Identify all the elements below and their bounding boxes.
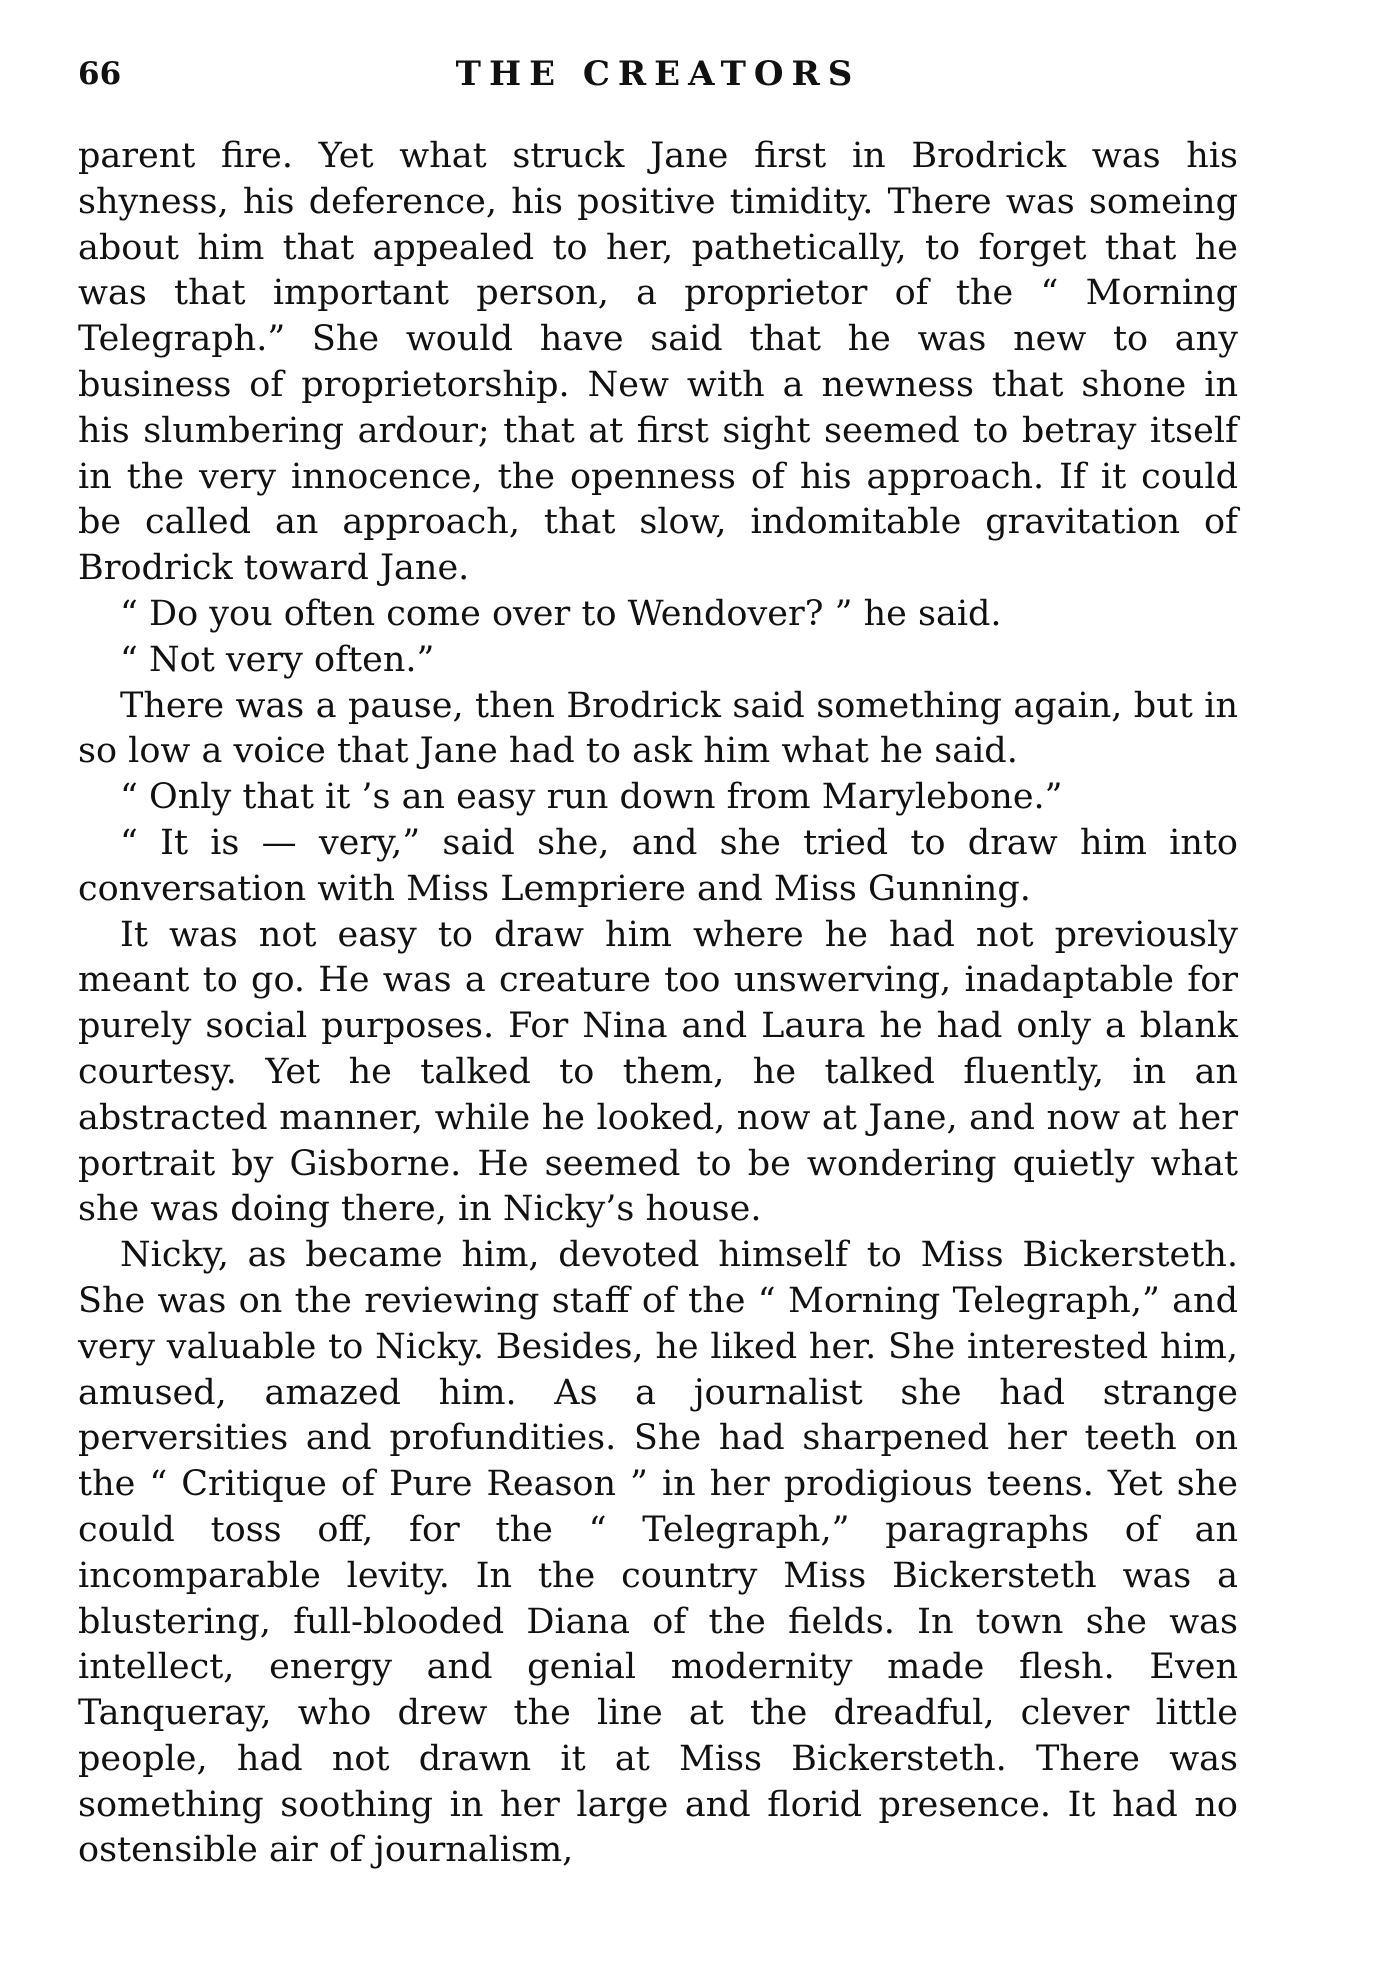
body-text bbox=[78, 134, 1238, 1874]
paragraph-not-easy: It was not easy to draw him where he had not previously meant to go. He was a creature too unswerving, inadaptable for purely social purposes. For Nina and Laura he had only a blank courtesy. Yet he talked to them, he talked fluently, in an abstracted manner, while he looked, now at Jane, and now at her portrait by Gisborne. He seemed to be wondering quietly what she was doing there, in Nicky’s house. bbox=[78, 914, 1238, 1230]
paragraph-dialogue-answer: “ Not very often.” bbox=[120, 639, 435, 680]
page-header bbox=[78, 44, 1238, 104]
paragraph-nicky-bickersteth: Nicky, as became him, devoted himself to Miss Bickersteth. She was on the reviewing staff of the “ Morning Telegraph,” and very valuable to Nicky. Besides, he liked her. She interested him, amused, amazed him. As a journalist she had strange perversities and profundities. She had sharpened her teeth on the “ Critique of Pure Reason ” in her prodigious teens. Yet she could toss off, for the “ Telegraph,” paragraphs of an incomparable levity. In the country Miss Bickersteth was a blustering, full-blooded Diana of the fields. In town she was intellect, energy and genial modernity made flesh. Even Tanqueray, who drew the line at the dreadful, clever little people, had not drawn it at Miss Bickersteth. There was something soothing in her large and florid presence. It had no ostensible air of journalism, bbox=[78, 1235, 1238, 1871]
page-number: 66 bbox=[78, 56, 122, 92]
paragraph-pause: There was a pause, then Brodrick said something again, but in so low a voice that Jane had to ask him what he said. bbox=[78, 685, 1238, 772]
running-title: THE CREATORS bbox=[455, 54, 861, 94]
paragraph-dialogue-question: “ Do you often come over to Wendover? ” he said. bbox=[120, 593, 1002, 634]
paragraph-dialogue-marylebone: “ Only that it ’s an easy run down from Marylebone.” bbox=[120, 777, 1063, 818]
book-page bbox=[78, 44, 1238, 1871]
paragraph-continued: parent fire. Yet what struck Jane first in Brodrick was his shyness, his deference, his positive timidity. There was someing about him that appealed to her, pathetically, to forget that he was that important person, a proprietor of the “ Morning Telegraph.” She would have said that he was new to any business of proprietorship. New with a newness that shone in his slumbering ardour; that at first sight seemed to betray itself in the very innocence, the openness of his approach. If it could be called an approach, that slow, indomitable gravitation of Brodrick toward Jane. bbox=[78, 136, 1238, 589]
paragraph-dialogue-very: “ It is — very,” said she, and she tried to draw him into conversation with Miss Lempriere and Miss Gunning. bbox=[78, 822, 1238, 909]
